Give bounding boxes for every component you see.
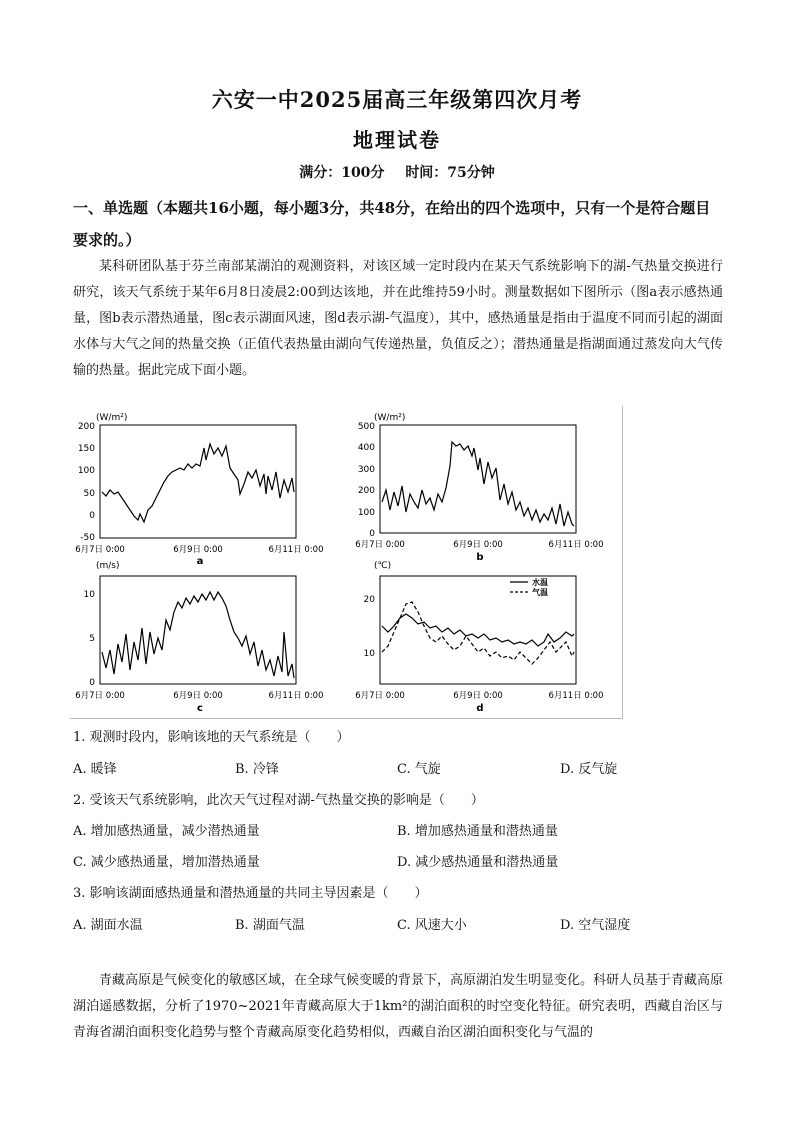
panel-b-ytick: 0 [369, 529, 375, 539]
panel-a-label: a [196, 556, 204, 567]
panel-b-xtick: 6月7日 0:00 [355, 540, 405, 550]
question-3-stem: 3. 影响该湖面感热通量和潜热通量的共同主导因素是（ ） [73, 886, 428, 901]
panel-b-unit: (W/m²) [374, 413, 406, 423]
section-heading: 一、单选题（本题共16小题，每小题3分，共48分，在给出的四个选项中，只有一个是符合题目要求的。） [73, 199, 711, 249]
q3-option-c[interactable]: C. 风速大小 [397, 918, 467, 933]
panel-a [75, 413, 323, 567]
panel-a-series [102, 444, 294, 522]
panel-a-ytick: 100 [77, 466, 95, 476]
panel-b-xtick: 6月9日 0:00 [453, 540, 503, 550]
panel-a-xtick: 6月11日 0:00 [268, 545, 324, 555]
panel-c-ytick: 0 [89, 678, 95, 688]
q1-option-c[interactable]: C. 气旋 [397, 762, 441, 777]
panel-c-xtick: 6月9日 0:00 [173, 691, 223, 701]
panel-c-xtick: 6月11日 0:00 [268, 691, 324, 701]
time-text: 时间：75分钟 [405, 165, 495, 181]
exam-meta [0, 162, 794, 182]
panel-a-ytick: 150 [77, 444, 95, 454]
question-2-stem: 2. 受该天气系统影响，此次天气过程对湖-气热量交换的影响是（ ） [73, 793, 484, 808]
panel-a-unit: (W/m²) [96, 413, 128, 423]
panel-d-xtick: 6月11日 0:00 [548, 691, 604, 701]
panel-d-ytick: 20 [363, 595, 375, 605]
panel-a-ytick: 200 [77, 422, 95, 432]
panel-d-xtick: 6月7日 0:00 [355, 691, 405, 701]
panel-b-frame [380, 425, 576, 533]
panel-d-ytick: 10 [363, 649, 375, 659]
panel-a-xtick: 6月7日 0:00 [75, 545, 125, 555]
panel-c-xtick: 6月7日 0:00 [75, 691, 125, 701]
panel-b-label: b [476, 552, 484, 563]
panel-c-series [102, 592, 294, 678]
panel-c-ytick: 5 [89, 634, 95, 644]
legend-air-label: 气温 [532, 588, 548, 597]
q3-option-b[interactable]: B. 湖面气温 [235, 918, 305, 933]
q3-option-d[interactable]: D. 空气湿度 [560, 918, 631, 933]
panel-d-xtick: 6月9日 0:00 [453, 691, 503, 701]
panel-a-ytick: -50 [80, 533, 95, 543]
panel-c [75, 561, 323, 714]
q2-option-a[interactable]: A. 增加感热通量，减少潜热通量 [73, 824, 260, 839]
panel-d-label: d [476, 703, 484, 714]
panel-b [355, 413, 603, 563]
panel-d-unit: (℃) [374, 561, 392, 571]
question-1-stem: 1. 观测时段内，影响该地的天气系统是（ ） [73, 730, 350, 745]
panel-d [355, 561, 603, 714]
legend-water-label: 水温 [532, 578, 548, 587]
panel-b-xtick: 6月11日 0:00 [548, 540, 604, 550]
q2-option-b[interactable]: B. 增加感热通量和潜热通量 [397, 824, 558, 839]
panel-c-ytick: 10 [83, 590, 95, 600]
q2-option-c[interactable]: C. 减少感热通量，增加潜热通量 [73, 855, 260, 870]
panel-c-unit: (m/s) [96, 561, 120, 571]
panel-c-label: c [197, 703, 203, 714]
passage-1: 某科研团队基于芬兰南部某湖泊的观测资料，对该区域一定时段内在某天气系统影响下的湖-气热量交换进行研究，该天气系统于某年6月8日凌晨2:00到达该地，并在此维持59小时。测量数据如下图所示（图a表示感热通量，图b表示潜热通量，图c表示湖面风速，图d表示湖-气温度），其中，感热通量是指由于温度不同而引起的湖面水体与大气之间的热量交换（正值代表热量由湖向气传递热量，负值反之）；潜热通量是指湖面通过蒸发向大气传输的热量。据此完成下面小题。 [73, 259, 723, 378]
subject-title: 地理试卷 [353, 128, 441, 152]
panel-a-ytick: 0 [89, 511, 95, 521]
figure-svg [70, 406, 622, 718]
q3-option-a[interactable]: A. 湖面水温 [73, 918, 143, 933]
exam-title: 六安一中2025届高三年级第四次月考 [211, 87, 583, 112]
q1-option-b[interactable]: B. 冷锋 [235, 762, 279, 777]
panel-b-ytick: 100 [357, 508, 375, 518]
score-text: 满分：100分 [299, 165, 385, 181]
panel-a-ytick: 50 [83, 489, 95, 499]
panel-b-ytick: 400 [357, 443, 375, 453]
panel-a-frame [100, 425, 296, 538]
panel-a-xtick: 6月9日 0:00 [173, 545, 223, 555]
air-temp-series [382, 602, 574, 664]
q2-option-d[interactable]: D. 减少感热通量和潜热通量 [397, 855, 559, 870]
q1-option-a[interactable]: A. 暖锋 [73, 762, 117, 777]
water-temp-series [382, 614, 574, 646]
q1-option-d[interactable]: D. 反气旋 [560, 762, 618, 777]
panel-b-ytick: 500 [357, 422, 375, 432]
passage-2: 青藏高原是气候变化的敏感区域，在全球气候变暖的背景下，高原湖泊发生明显变化。科研人员基于青藏高原湖泊遥感数据，分析了1970~2021年青藏高原大于1km²的湖泊面积的时空变化特征。研究表明，西藏自治区与青海省湖泊面积变化趋势与整个青藏高原变化趋势相似，西藏自治区湖泊面积变化与气温的 [73, 973, 724, 1040]
figure-panels [70, 406, 623, 719]
panel-b-series [382, 442, 574, 526]
panel-b-ytick: 300 [357, 465, 375, 475]
panel-b-ytick: 200 [357, 486, 375, 496]
